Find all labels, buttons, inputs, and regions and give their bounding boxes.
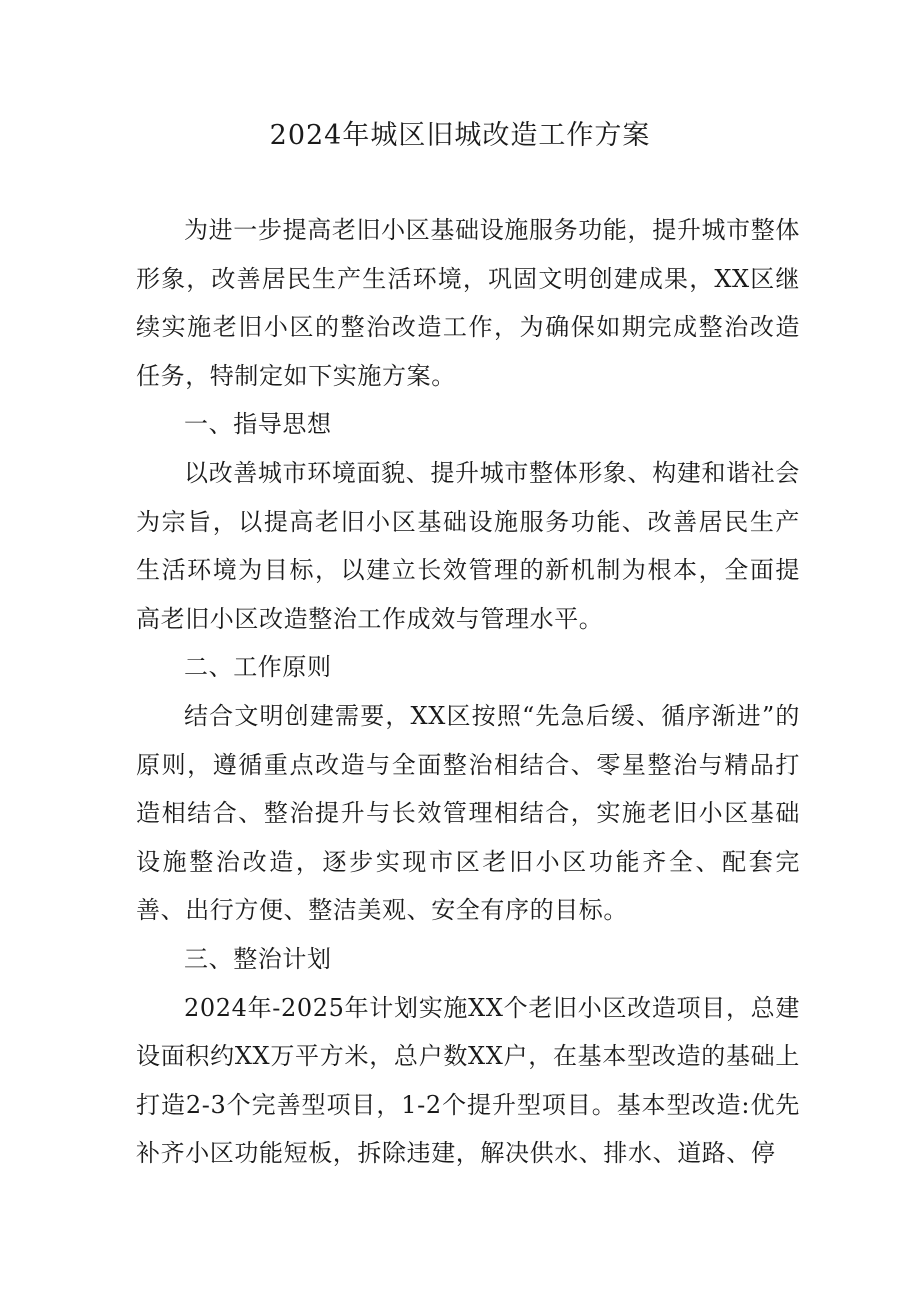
section-heading-renovation-plan: 三、整治计划 [184, 944, 332, 973]
section-paragraph-renovation-plan: 2024年-2025年计划实施XX个老旧小区改造项目，总建设面积约XX万平方米，总户数XX户，在基本型改造的基础上打造2-3个完善型项目，1-2个提升型项目。基本型改造:优先补齐小区功能短板，拆除违建，解决供水、排水、道路、停 [136, 993, 800, 1168]
section-heading-guiding-ideology: 一、指导思想 [184, 410, 332, 439]
intro-paragraph: 为进一步提高老旧小区基础设施服务功能，提升城市整体形象，改善居民生产生活环境，巩固文明创建成果，XX区继续实施老旧小区的整治改造工作，为确保如期完成整治改造任务，特制定如下实施方案。 [136, 216, 800, 390]
section-paragraph-guiding-ideology: 以改善城市环境面貌、提升城市整体形象、构建和谐社会为宗旨，以提高老旧小区基础设施服务功能、改善居民生产生活环境为目标，以建立长效管理的新机制为根本，全面提高老旧小区改造整治工作成效与管理水平。 [136, 458, 800, 633]
document-title: 2024年城区旧城改造工作方案 [269, 120, 651, 151]
section-heading-work-principles: 二、工作原则 [184, 653, 332, 682]
document-body [136, 206, 800, 1178]
section-paragraph-work-principles: 结合文明创建需要，XX区按照“先急后缓、循序渐进”的原则，遵循重点改造与全面整治相结合、零星整治与精品打造相结合、整治提升与长效管理相结合，实施老旧小区基础设施整治改造，逐步实现市区老旧小区功能齐全、配套完善、出行方便、整洁美观、安全有序的目标。 [136, 701, 800, 925]
